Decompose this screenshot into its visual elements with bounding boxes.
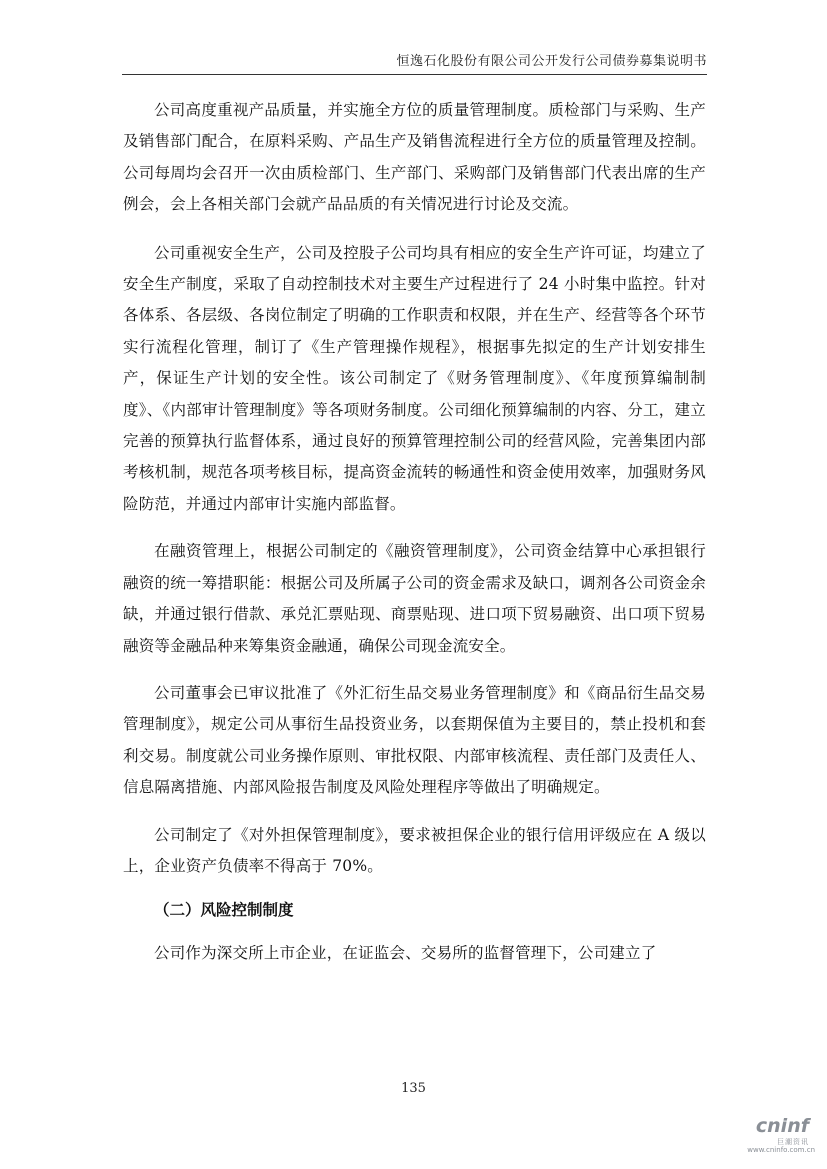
header-divider (122, 74, 707, 75)
logo-chinese-name: 巨潮资讯 (777, 1138, 809, 1146)
page-number: 135 (401, 1081, 426, 1096)
section-heading: （二）风险控制制度 (154, 900, 294, 920)
paragraph-guarantee-policy: 公司制定了《对外担保管理制度》，要求被担保企业的银行信用评级应在 A 级以上，企业资产负债率不得高于 70%。 (123, 825, 706, 875)
logo-url: www.cninfo.com.cn (747, 1146, 815, 1154)
paragraph-quality-management: 公司高度重视产品质量，并实施全方位的质量管理制度。质检部门与采购、生产及销售部门配合，在原料采购、产品生产及销售流程进行全方位的质量管理及控制。公司每周均会召开一次由质检部门、生产部门、采购部门及销售部门代表出席的生产例会，会上各相关部门会就产品品质的有关情况进行讨论及交流。 (123, 101, 706, 214)
logo-wordmark: cninf (755, 1115, 809, 1137)
paragraph-financing-management: 在融资管理上，根据公司制定的《融资管理制度》，公司资金结算中心承担银行融资的统一筹措职能：根据公司及所属子公司的资金需求及缺口，调剂各公司资金余缺，并通过银行借款、承兑汇票贴现、商票贴现、进口项下贸易融资、出口项下贸易融资等金融品种来筹集资金融通，确保公司现金流安全。 (123, 542, 706, 655)
document-body (123, 95, 706, 969)
paragraph-safety-production: 公司重视安全生产，公司及控股子公司均具有相应的安全生产许可证，均建立了安全生产制度，采取了自动控制技术对主要生产过程进行了 24 小时集中监控。针对各体系、各层级、各岗位制定了明确的工作职责和权限，并在生产、经营等各个环节实行流程化管理，制订了《生产管理操作规程》，根据事先拟定的生产计划安排生产，保证生产计划的安全性。该公司制定了《财务管理制度》、《年度预算编制制度》、《内部审计管理制度》等各项财务制度。公司细化预算编制的内容、分工，建立完善的预算执行监督体系，通过良好的预算管理控制公司的经营风险，完善集团内部考核机制，规范各项考核目标，提高资金流转的畅通性和资金使用效率，加强财务风险防范，并通过内部审计实施内部监督。 (123, 243, 706, 513)
paragraph-risk-control: 公司作为深交所上市企业，在证监会、交易所的监督管理下，公司建立了 (154, 943, 657, 962)
document-title: 恒逸石化股份有限公司公开发行公司债券募集说明书 (396, 54, 707, 69)
paragraph-derivatives-policy: 公司董事会已审议批准了《外汇衍生品交易业务管理制度》和《商品衍生品交易管理制度》，规定公司从事衍生品投资业务，以套期保值为主要目的，禁止投机和套利交易。制度就公司业务操作原则、审批权限、内部审核流程、责任部门及责任人、信息隔离措施、内部风险报告制度及风险处理程序等做出了明确规定。 (123, 683, 706, 797)
cninfo-logo (735, 1115, 815, 1155)
